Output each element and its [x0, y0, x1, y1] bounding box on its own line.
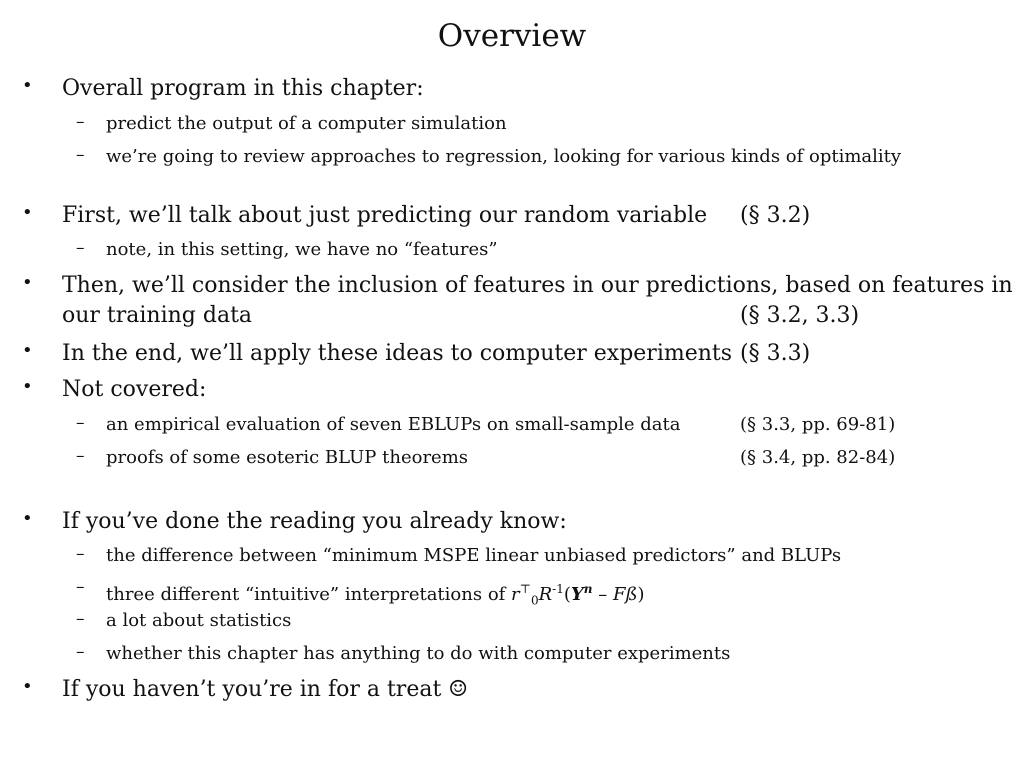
formula-Y: Y — [570, 584, 584, 605]
list-item-text: If you haven’t you’re in for a treat — [62, 677, 442, 702]
section-reference: (§ 3.2) — [740, 203, 811, 228]
sub-list-item-text: predict the output of a computer simulation — [106, 113, 507, 134]
formula-superscript-n: n — [583, 582, 593, 596]
formula-inverse: -1 — [552, 582, 564, 596]
section-reference: (§ 3.2, 3.3) — [740, 303, 860, 328]
bullet: • — [22, 272, 33, 293]
dash: – — [76, 642, 85, 662]
formula-transpose: ⊤ — [519, 582, 531, 596]
list-item-text: Overall program in this chapter: — [62, 76, 424, 101]
formula-minus: – — [592, 584, 613, 605]
formula-subscript-zero: 0 — [530, 593, 539, 608]
dash: – — [76, 112, 85, 132]
list-item-text: Not covered: — [62, 377, 207, 402]
list-item-text-line2: our training data — [62, 303, 253, 328]
sub-list-item-formula-line — [106, 577, 645, 613]
list-item-text: In the end, we’ll apply these ideas to computer experiments — [62, 341, 733, 366]
dash: – — [76, 413, 85, 433]
sub-list-item-text: whether this chapter has anything to do with computer experiments — [106, 643, 731, 664]
list-item-text: Then, we’ll consider the inclusion of features in our predictions, based on features in — [62, 273, 1013, 298]
dash: – — [76, 238, 85, 258]
formula-close-paren: ) — [637, 584, 645, 605]
section-reference: (§ 3.4, pp. 82-84) — [740, 447, 896, 468]
bullet: • — [22, 508, 33, 529]
dash: – — [76, 145, 85, 165]
list-item-text: First, we’ll talk about just predicting our random variable — [62, 203, 708, 228]
sub-list-item-text: we’re going to review approaches to regression, looking for various kinds of optimality — [106, 146, 902, 167]
dash: – — [76, 446, 85, 466]
sub-list-item-text: three different “intuitive” interpretations of — [106, 584, 512, 605]
sub-list-item-text: the difference between “minimum MSPE linear unbiased predictors” and BLUPs — [106, 545, 842, 566]
formula-beta: ß — [625, 584, 638, 605]
list-item-text: If you’ve done the reading you already know: — [62, 509, 567, 534]
page-title: Overview — [437, 18, 587, 54]
list-item-text-with-icon — [62, 676, 468, 704]
sub-list-item-text: an empirical evaluation of seven EBLUPs on small-sample data — [106, 414, 681, 435]
sub-list-item-text: proofs of some esoteric BLUP theorems — [106, 447, 469, 468]
formula-open-paren: ( — [563, 584, 571, 605]
dash: – — [76, 544, 85, 564]
bullet: • — [22, 202, 33, 223]
formula-r: r — [511, 584, 520, 605]
sub-list-item-text: note, in this setting, we have no “features” — [106, 239, 498, 260]
section-reference: (§ 3.3) — [740, 341, 811, 366]
dash: – — [76, 577, 85, 597]
dash: – — [76, 609, 85, 629]
sub-list-item-text: a lot about statistics — [106, 610, 292, 631]
smiley-icon: ☺ — [448, 677, 469, 702]
bullet: • — [22, 75, 33, 96]
bullet: • — [22, 340, 33, 361]
formula-F: F — [612, 584, 626, 605]
formula-R: R — [538, 584, 553, 605]
bullet: • — [22, 676, 33, 697]
section-reference: (§ 3.3, pp. 69-81) — [740, 414, 896, 435]
bullet: • — [22, 376, 33, 397]
